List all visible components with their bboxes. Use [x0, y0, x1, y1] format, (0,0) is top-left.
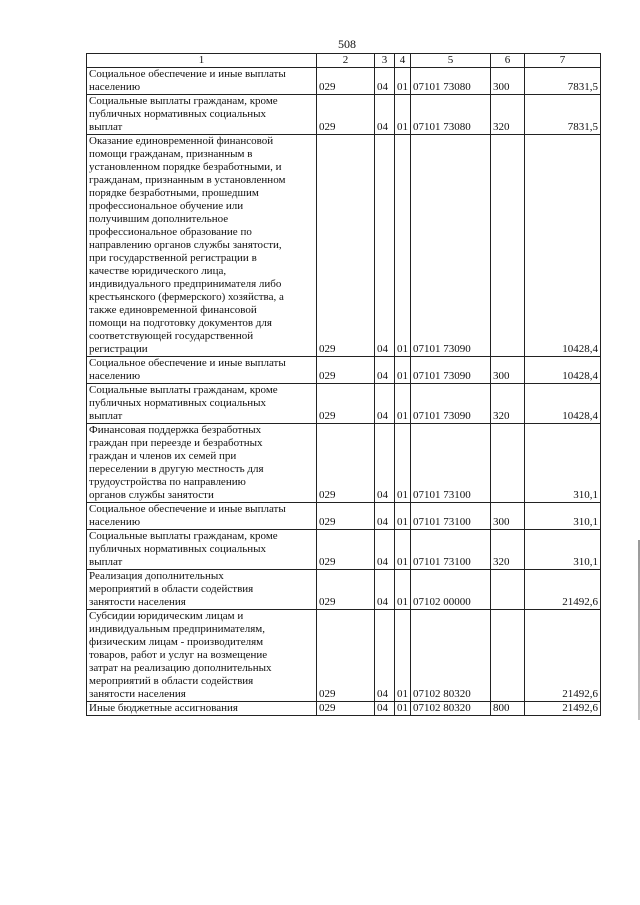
row-subsection: 01 — [395, 702, 411, 716]
row-section: 04 — [375, 135, 395, 357]
row-expense-type: 800 — [491, 702, 525, 716]
row-section: 04 — [375, 570, 395, 610]
row-target-code: 07101 73080 — [411, 95, 491, 135]
row-section: 04 — [375, 357, 395, 384]
budget-table — [86, 53, 601, 716]
row-subsection: 01 — [395, 384, 411, 424]
row-target-code: 07101 73100 — [411, 424, 491, 503]
row-name: Социальные выплаты гражданам, кроме публичных нормативных социальных выплат — [87, 95, 317, 135]
row-name: Социальное обеспечение и иные выплаты населению — [87, 357, 317, 384]
row-admin-code: 029 — [317, 503, 375, 530]
row-amount: 310,1 — [525, 503, 601, 530]
row-amount: 7831,5 — [525, 95, 601, 135]
table-row — [87, 702, 601, 716]
row-admin-code: 029 — [317, 384, 375, 424]
row-name: Социальные выплаты гражданам, кроме публичных нормативных социальных выплат — [87, 530, 317, 570]
row-subsection: 01 — [395, 68, 411, 95]
row-subsection: 01 — [395, 357, 411, 384]
table-row — [87, 424, 601, 503]
row-admin-code: 029 — [317, 95, 375, 135]
row-expense-type: 300 — [491, 503, 525, 530]
row-section: 04 — [375, 384, 395, 424]
column-header: 1 — [87, 54, 317, 68]
row-amount: 10428,4 — [525, 135, 601, 357]
row-amount: 10428,4 — [525, 384, 601, 424]
row-subsection: 01 — [395, 135, 411, 357]
row-expense-type — [491, 135, 525, 357]
row-amount: 21492,6 — [525, 610, 601, 702]
column-header: 2 — [317, 54, 375, 68]
row-target-code: 07102 80320 — [411, 702, 491, 716]
row-subsection: 01 — [395, 95, 411, 135]
row-expense-type — [491, 610, 525, 702]
table-row — [87, 357, 601, 384]
row-section: 04 — [375, 95, 395, 135]
row-target-code: 07101 73090 — [411, 357, 491, 384]
row-section: 04 — [375, 424, 395, 503]
row-admin-code: 029 — [317, 570, 375, 610]
row-admin-code: 029 — [317, 357, 375, 384]
row-target-code: 07101 73080 — [411, 68, 491, 95]
row-amount: 7831,5 — [525, 68, 601, 95]
row-section: 04 — [375, 503, 395, 530]
row-target-code: 07101 73100 — [411, 503, 491, 530]
row-section: 04 — [375, 702, 395, 716]
row-name: Реализация дополнительных мероприятий в области содействия занятости населения — [87, 570, 317, 610]
table-row — [87, 570, 601, 610]
header-row — [87, 54, 601, 68]
table-row — [87, 95, 601, 135]
row-target-code: 07101 73090 — [411, 135, 491, 357]
row-name: Социальные выплаты гражданам, кроме публичных нормативных социальных выплат — [87, 384, 317, 424]
row-amount: 310,1 — [525, 530, 601, 570]
row-admin-code: 029 — [317, 702, 375, 716]
row-name: Социальное обеспечение и иные выплаты населению — [87, 68, 317, 95]
row-target-code: 07101 73100 — [411, 530, 491, 570]
row-subsection: 01 — [395, 503, 411, 530]
column-header: 5 — [411, 54, 491, 68]
table-row — [87, 135, 601, 357]
row-admin-code: 029 — [317, 530, 375, 570]
column-header: 4 — [395, 54, 411, 68]
row-expense-type — [491, 424, 525, 503]
row-expense-type: 320 — [491, 530, 525, 570]
row-subsection: 01 — [395, 610, 411, 702]
table-row — [87, 610, 601, 702]
row-amount: 310,1 — [525, 424, 601, 503]
table-row — [87, 384, 601, 424]
row-admin-code: 029 — [317, 68, 375, 95]
page-number: 508 — [338, 37, 356, 51]
row-admin-code: 029 — [317, 610, 375, 702]
row-expense-type: 320 — [491, 95, 525, 135]
column-header: 3 — [375, 54, 395, 68]
column-header: 6 — [491, 54, 525, 68]
row-name: Социальное обеспечение и иные выплаты населению — [87, 503, 317, 530]
table-row — [87, 530, 601, 570]
row-admin-code: 029 — [317, 135, 375, 357]
row-target-code: 07102 00000 — [411, 570, 491, 610]
row-amount: 21492,6 — [525, 570, 601, 610]
row-expense-type: 320 — [491, 384, 525, 424]
row-amount: 10428,4 — [525, 357, 601, 384]
row-section: 04 — [375, 530, 395, 570]
row-target-code: 07101 73090 — [411, 384, 491, 424]
row-expense-type: 300 — [491, 68, 525, 95]
row-target-code: 07102 80320 — [411, 610, 491, 702]
row-admin-code: 029 — [317, 424, 375, 503]
row-name: Субсидии юридическим лицам и индивидуальным предпринимателям, физическим лицам - производителям товаров, работ и услуг на возмещение затрат на реализацию дополнительных мероприятий в области содействия занятости населения — [87, 610, 317, 702]
table-row — [87, 68, 601, 95]
row-name: Иные бюджетные ассигнования — [87, 702, 317, 716]
row-section: 04 — [375, 610, 395, 702]
row-amount: 21492,6 — [525, 702, 601, 716]
row-name: Оказание единовременной финансовой помощи гражданам, признанным в установленном порядке безработными, и гражданам, признанным в установленном порядке безработными, прошедшим профессиональное обучение или получившим дополнительное профессиональное образование по направлению органов службы занятости, при государственной регистрации в качестве юридического лица, индивидуального предпринимателя либо крестьянского (фермерского) хозяйства, а также единовременной финансовой помощи на подготовку документов для соответствующей государственной регистрации — [87, 135, 317, 357]
column-header: 7 — [525, 54, 601, 68]
table-row — [87, 503, 601, 530]
row-expense-type: 300 — [491, 357, 525, 384]
row-section: 04 — [375, 68, 395, 95]
row-subsection: 01 — [395, 570, 411, 610]
row-subsection: 01 — [395, 530, 411, 570]
row-expense-type — [491, 570, 525, 610]
row-name: Финансовая поддержка безработных граждан при переезде и безработных граждан и членов их семей при переселении в другую местность для трудоустройства по направлению органов службы занятости — [87, 424, 317, 503]
row-subsection: 01 — [395, 424, 411, 503]
